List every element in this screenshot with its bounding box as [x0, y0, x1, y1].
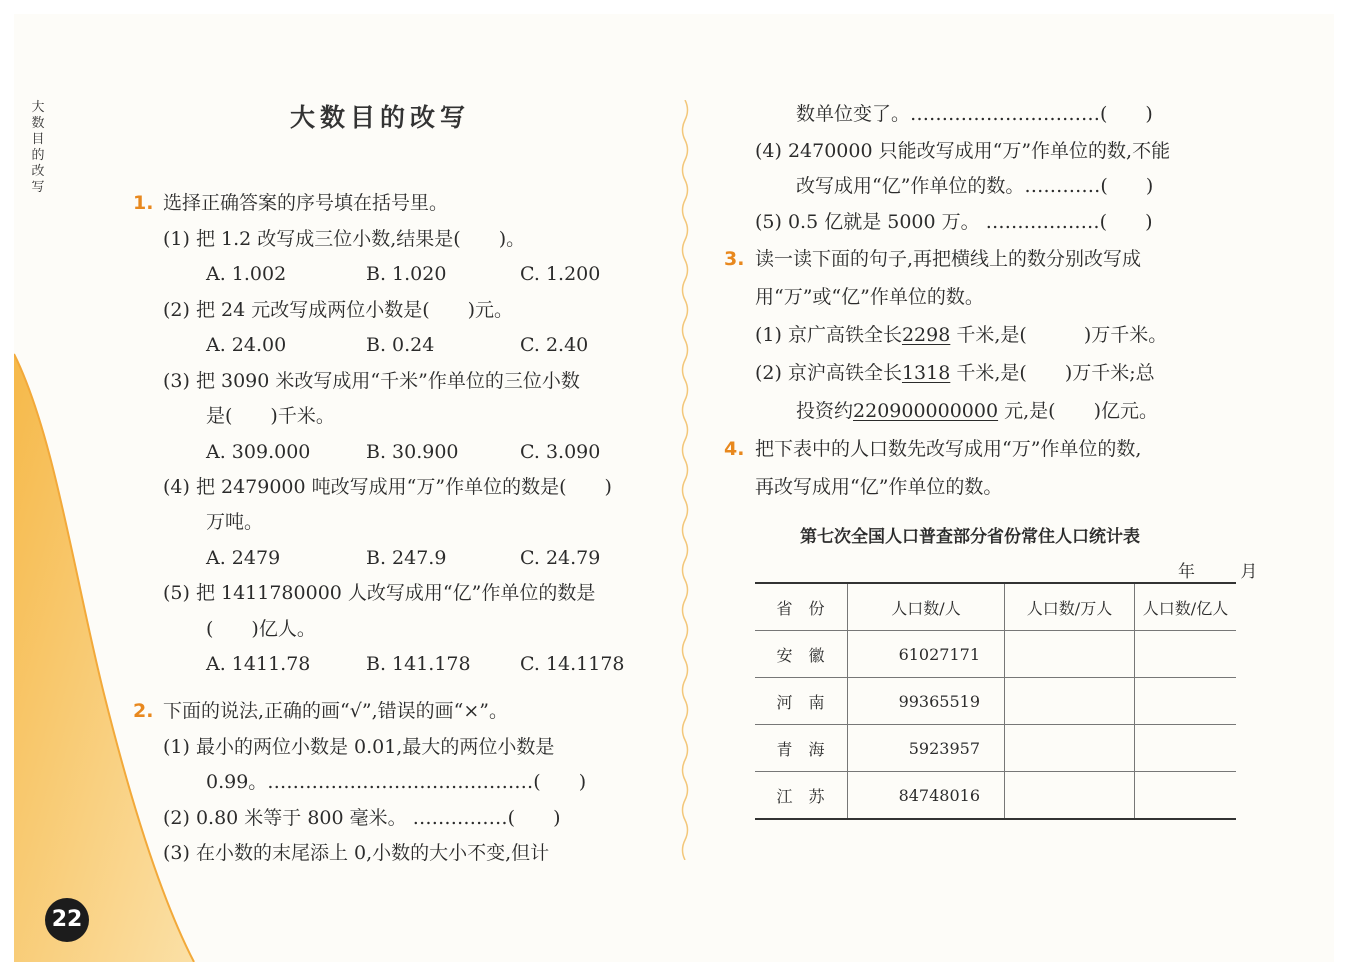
q2-item2: (2) 0.80 米等于 800 毫米。 ……………( )	[163, 807, 561, 829]
q4-stem-2: 再改写成用“亿”作单位的数。	[755, 476, 1003, 498]
q2-item1: (1) 最小的两位小数是 0.01,最大的两位小数是	[163, 736, 555, 758]
table-header-row	[755, 583, 1236, 631]
q1-item1-opt-c: C. 1.200	[520, 263, 601, 285]
q1-item4: (4) 把 2479000 吨改写成用“万”作单位的数是( )	[163, 476, 612, 498]
q1-item3-opt-c: C. 3.090	[520, 441, 601, 463]
q1-item2-opt-c: C. 2.40	[520, 334, 589, 356]
q1-item5: (5) 把 1411780000 人改写成用“亿”作单位的数是	[163, 582, 596, 604]
q3-sentence1: (1) 京广高铁全长2298 千米,是( )万千米。	[755, 324, 1168, 346]
answer-cell-yi[interactable]	[1135, 772, 1237, 820]
answer-cell-wan[interactable]	[1005, 725, 1135, 772]
q2-stem: 下面的说法,正确的画“√”,错误的画“×”。	[163, 700, 508, 722]
answer-cell-wan[interactable]	[1005, 678, 1135, 725]
table-row	[755, 725, 1236, 772]
q1-item5-opt-a: A. 1411.78	[206, 653, 311, 675]
side-chapter-title: 大 数 目 的 改 写	[31, 100, 45, 195]
answer-cell-yi[interactable]	[1135, 725, 1237, 772]
q1-item2-opt-a: A. 24.00	[206, 334, 287, 356]
q3-sentence3: 投资约220900000000 元,是( )亿元。	[796, 400, 1158, 422]
q3-stem-2: 用“万”或“亿”作单位的数。	[755, 286, 984, 308]
q2-number: 2.	[133, 700, 154, 722]
q2-item4-cont: 改写成用“亿”作单位的数。…………( )	[796, 175, 1154, 197]
q1-item1: (1) 把 1.2 改写成三位小数,结果是( )。	[163, 228, 526, 250]
q4-number: 4.	[724, 438, 745, 460]
q1-item4-opt-c: C. 24.79	[520, 547, 601, 569]
province-cell: 河南	[755, 678, 848, 725]
underlined-number: 2298	[901, 324, 951, 346]
answer-cell-wan[interactable]	[1005, 631, 1135, 678]
province-cell: 江苏	[755, 772, 848, 820]
page-title: 大数目的改写	[290, 103, 471, 132]
q3-stem-1: 读一读下面的句子,再把横线上的数分别改写成	[755, 248, 1142, 270]
header-pop: 人口数/人	[848, 583, 1005, 631]
q1-item1-opt-a: A. 1.002	[206, 263, 287, 285]
q1-item5-opt-c: C. 14.1178	[520, 653, 625, 675]
population-cell: 61027171	[848, 631, 1005, 678]
q1-item1-opt-b: B. 1.020	[366, 263, 447, 285]
table-row	[755, 678, 1236, 725]
q1-item3: (3) 把 3090 米改写成用“千米”作单位的三位小数	[163, 370, 580, 392]
population-cell: 5923957	[848, 725, 1005, 772]
answer-cell-yi[interactable]	[1135, 631, 1237, 678]
q1-item2: (2) 把 24 元改写成两位小数是( )元。	[163, 299, 514, 321]
column-divider	[678, 100, 692, 860]
table-row	[755, 772, 1236, 820]
table-title: 第七次全国人口普查部分省份常住人口统计表	[800, 527, 1140, 547]
q1-item4-opt-a: A. 2479	[206, 547, 281, 569]
answer-cell-wan[interactable]	[1005, 772, 1135, 820]
q2-item5: (5) 0.5 亿就是 5000 万。 ………………( )	[755, 211, 1153, 233]
table-row	[755, 631, 1236, 678]
q4-stem-1: 把下表中的人口数先改写成用“万”作单位的数,	[755, 438, 1142, 460]
province-cell: 安徽	[755, 631, 848, 678]
q1-item3-opt-b: B. 30.900	[366, 441, 459, 463]
q1-item5-cont: ( )亿人。	[206, 618, 316, 640]
q2-item3-cont: 数单位变了。…………………………( )	[796, 103, 1153, 125]
population-cell: 99365519	[848, 678, 1005, 725]
q1-item2-opt-b: B. 0.24	[366, 334, 435, 356]
header-province: 省份	[755, 583, 848, 631]
q1-stem: 选择正确答案的序号填在括号里。	[163, 192, 449, 214]
q1-item4-cont: 万吨。	[206, 511, 264, 533]
population-cell: 84748016	[848, 772, 1005, 820]
q1-item4-opt-b: B. 247.9	[366, 547, 447, 569]
q3-number: 3.	[724, 248, 745, 270]
q2-item3: (3) 在小数的末尾添上 0,小数的大小不变,但计	[163, 842, 550, 864]
answer-cell-yi[interactable]	[1135, 678, 1237, 725]
q1-item5-opt-b: B. 141.178	[366, 653, 471, 675]
page-number: 22	[45, 898, 89, 942]
q1-item3-cont: 是( )千米。	[206, 405, 335, 427]
q2-item1-cont: 0.99。……………………………………( )	[206, 771, 587, 793]
province-cell: 青海	[755, 725, 848, 772]
q1-item3-opt-a: A. 309.000	[206, 441, 311, 463]
q3-sentence2: (2) 京沪高铁全长1318 千米,是( )万千米;总	[755, 362, 1155, 384]
q2-item4: (4) 2470000 只能改写成用“万”作单位的数,不能	[755, 140, 1171, 162]
q1-number: 1.	[133, 192, 154, 214]
underlined-number: 1318	[901, 362, 951, 384]
header-pop-wan: 人口数/万人	[1005, 583, 1135, 631]
underlined-number: 220900000000	[853, 400, 999, 422]
table-date: 年 月	[1178, 562, 1278, 582]
population-table	[755, 582, 1236, 820]
header-pop-yi: 人口数/亿人	[1135, 583, 1237, 631]
